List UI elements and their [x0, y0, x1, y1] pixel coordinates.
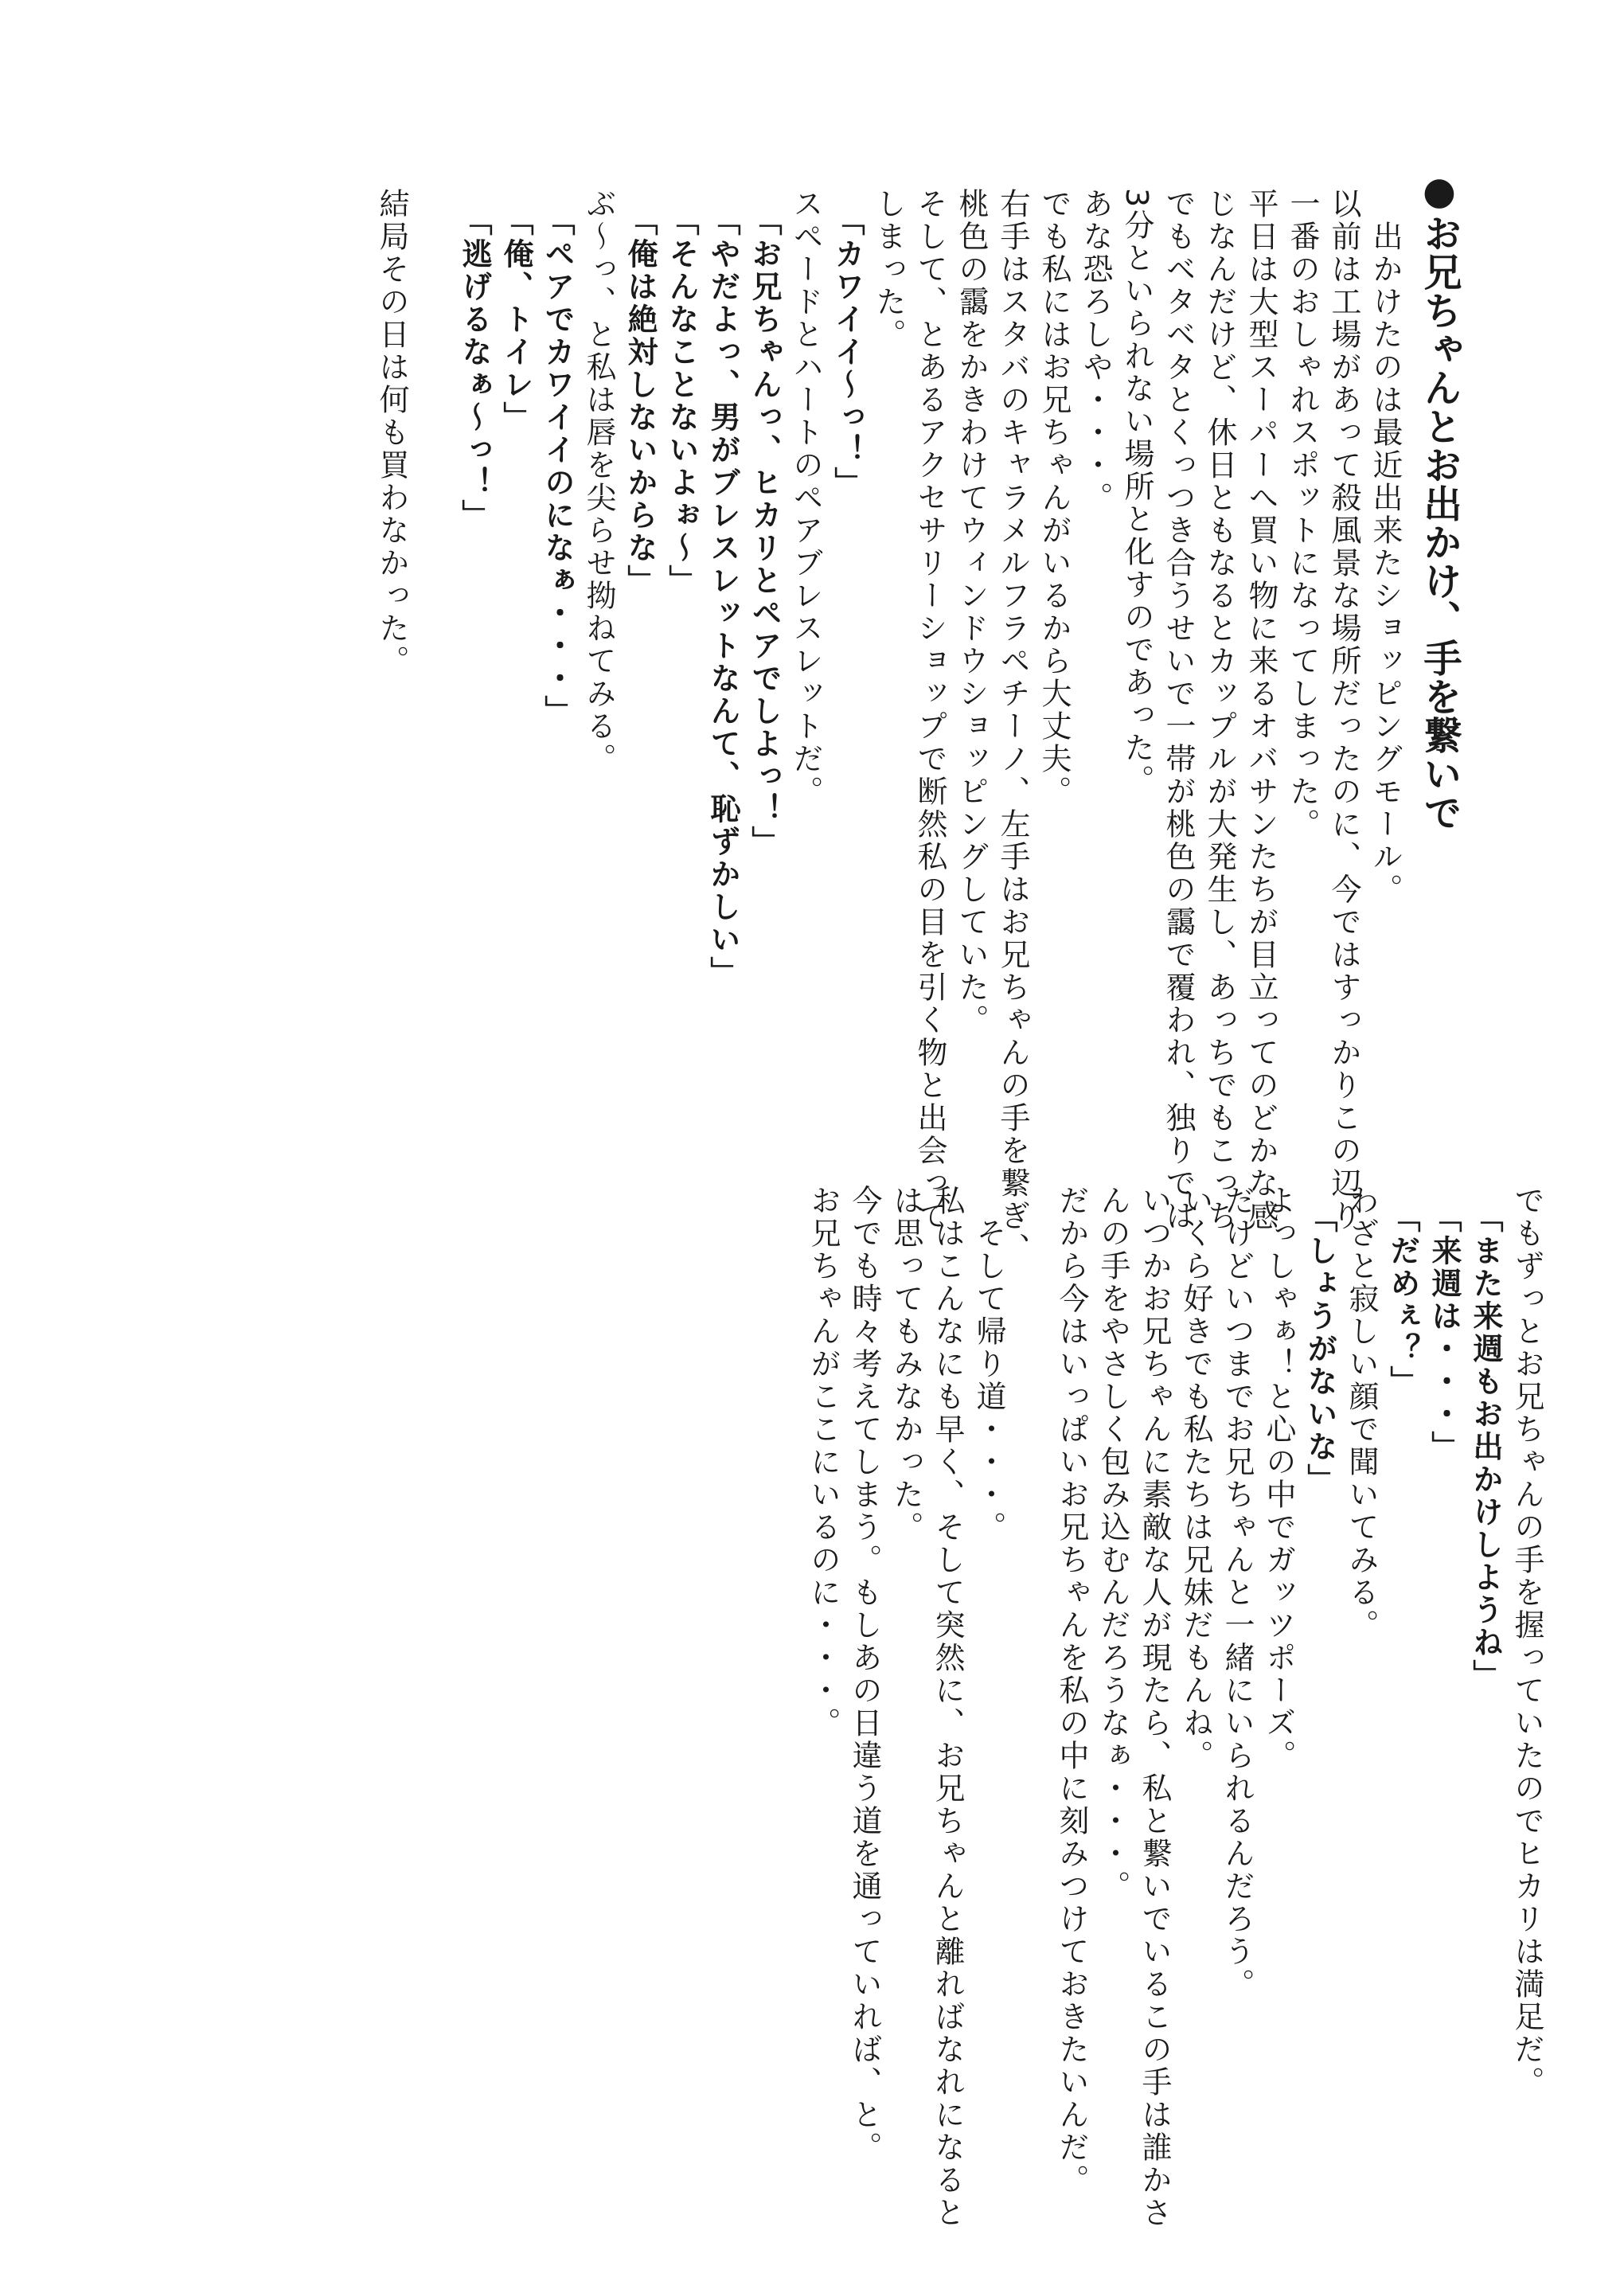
text-line: 以前は工場があって殺風景な場所だったのに、今ではすっかりこの辺り: [1326, 188, 1361, 1232]
text-line: いつかお兄ちゃんに素敵な人が現たら、私と繋いでいるこの手は誰かさ: [1137, 1185, 1172, 2229]
text-line: よっしゃぁ！と心の中でガッツポーズ。: [1261, 1185, 1296, 1772]
text-line: 右手はスタバのキャラメルフラペチーノ、左手はお兄ちゃんの手を繋ぎ、: [995, 188, 1030, 1265]
text-line: 結局その日は何も買わなかった。: [374, 188, 409, 678]
dialogue-line: 「だめぇ？」: [1385, 1185, 1420, 1398]
text-line: お兄ちゃんがここにいるのに・・・。: [806, 1185, 841, 1740]
text-line: 桃色の靄をかきわけてウィンドウショッピングしていた。: [954, 188, 989, 1037]
dialogue-line: 「また来週もお出かけしようね」: [1468, 1185, 1503, 1692]
dialogue-line: 「逃げるなぁ～っ！」: [457, 188, 492, 532]
text-line: だから今はいっぱいお兄ちゃんを私の中に刻みつけておきたいんだ。: [1054, 1185, 1089, 2197]
text-line: 3分といられない場所と化すのであった。: [1119, 188, 1154, 798]
text-line: でもベタベタとくっつき合うせいで一帯が桃色の靄で覆われ、独りでは: [1161, 188, 1196, 1232]
text-line: でも私にはお兄ちゃんがいるから大丈夫。: [1036, 188, 1072, 808]
lower-text-block: [802, 1185, 1548, 2229]
dialogue-line: 「来週は・・・」: [1427, 1185, 1462, 1463]
dialogue-line: 「俺、トイレ」: [498, 188, 533, 434]
dialogue-line: 「お兄ちゃんっ、ヒカリとペアでしよっ！」: [747, 188, 782, 858]
page-title: ●お兄ちゃんとお出かけ、手を繋いで: [1417, 169, 1462, 832]
text-line: いくら好きでも私たちは兄妹だもんね。: [1178, 1185, 1213, 1772]
text-line: だけどいつまでお兄ちゃんと一緒にいられるんだろう。: [1220, 1185, 1255, 2001]
text-line: んの手をやさしく包み込むんだろうなぁ・・・。: [1095, 1185, 1130, 1903]
text-line: ぶ～っ、と私は唇を尖らせ拗ねてみる。: [581, 188, 616, 775]
text-line: 出かけたのは最近出来たショッピングモール。: [1368, 188, 1403, 906]
dialogue-line: 「ペアでカワイイのになぁ・・・」: [540, 188, 575, 728]
text-line: 平日は大型スーパーへ買い物に来るオバサンたちが目立ってのどかな感: [1243, 188, 1279, 1232]
text-line: じなんだけど、休日ともなるとカップルが大発生し、あっちでもこっち: [1202, 188, 1237, 1232]
text-line: あな恐ろしや・・・。: [1078, 188, 1113, 514]
dialogue-line: 「そんなことないよぉ～」: [664, 188, 699, 597]
blank-line: [412, 188, 454, 1207]
upper-text-block: [371, 188, 1406, 1265]
text-line: は思ってもみなかった。: [888, 1185, 923, 1544]
dialogue-line: 「しょうがないな」: [1302, 1185, 1337, 1496]
dialogue-line: 「やだよっ、男がブレスレットなんて、恥ずかしい」: [705, 188, 740, 989]
text-line: そして帰り道・・・。: [971, 1185, 1006, 1544]
dialogue-line: 「俺は絶対しないからな」: [623, 188, 658, 597]
dialogue-line: 「カワイイ～っ！」: [830, 188, 865, 499]
text-line: わざと寂しい顔で聞いてみる。: [1344, 1185, 1379, 1642]
text-line: しまった。: [871, 188, 906, 351]
text-line: 一番のおしゃれスポットになってしまった。: [1285, 188, 1320, 841]
blank-line: [1009, 1185, 1051, 2140]
text-line: 私はこんなにも早く、そして突然に、お兄ちゃんと離ればなれになると: [930, 1185, 965, 2229]
text-line: 今でも時々考えてしまう。もしあの日違う道を通っていれば、と。: [847, 1185, 882, 2164]
text-line: スペードとハートのペアブレスレットだ。: [788, 188, 823, 808]
text-line: そして、とあるアクセサリーショップで断然私の目を引く物と出会って: [912, 188, 947, 1232]
text-line: でもずっとお兄ちゃんの手を握っていたのでヒカリは満足だ。: [1509, 1185, 1544, 2099]
